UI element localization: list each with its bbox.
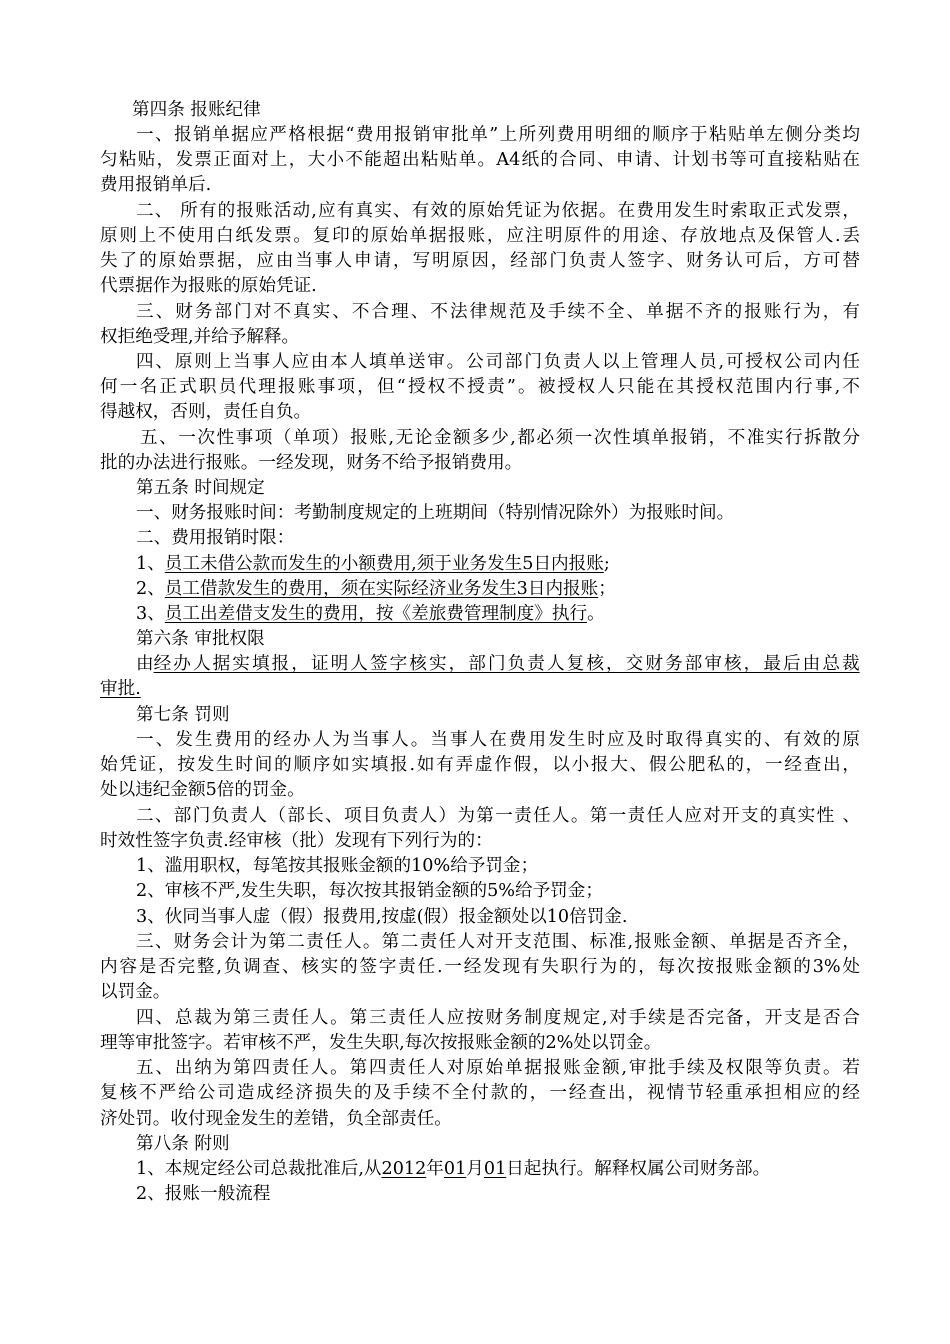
list-item-punct: ; xyxy=(603,554,610,574)
paragraph-line xyxy=(100,148,860,172)
paragraph-text: 内容是否完整,负调查、核实的签字责任.一经发现有失职行为的，每次按报账金额的3%处 xyxy=(100,957,860,977)
paragraph-line xyxy=(100,778,305,802)
paragraph-line xyxy=(100,980,170,1004)
list-item-number: 3、 xyxy=(136,604,165,624)
list-item-text: 2、审核不严,发生失职，每次按其报销金额的5%给予罚金； xyxy=(136,881,603,901)
paragraph-line xyxy=(136,728,860,752)
paragraph-line xyxy=(100,400,311,424)
paragraph-text-underlined: 审批. xyxy=(100,679,141,699)
list-item-text: 1、滥用职权，每笔按其报账金额的10%给予罚金； xyxy=(136,856,539,876)
list-item-number: 1、 xyxy=(136,554,165,574)
list-item-text: 3、伙同当事人虚（假）报费用,按虚(假）报金额处以10倍罚金. xyxy=(136,907,628,927)
paragraph-text: 由 xyxy=(136,654,154,674)
paragraph-text: 匀粘贴，发票正面对上，大小不能超出粘贴单。A4纸的合同、申请、计划书等可直接粘贴在 xyxy=(100,150,860,170)
paragraph-line xyxy=(100,274,317,298)
paragraph-text: 原则上不使用白纸发票。复印的原始单据报账，应注明原件的用途、存放地点及保管人.丢 xyxy=(100,226,860,246)
paragraph-text: 五、一次性事项（单项）报账,无论金额多少,都必须一次性填单报销，不准实行拆散分 xyxy=(140,428,860,448)
paragraph-line xyxy=(100,1081,860,1105)
section-heading xyxy=(136,627,265,651)
paragraph-text: 二、 所有的报账活动,应有真实、有效的原始凭证为依据。在费用发生时索取正式发票， xyxy=(136,201,860,221)
paragraph-line xyxy=(136,1006,860,1030)
paragraph-line xyxy=(136,501,734,525)
paragraph-text: 复核不严给公司造成经济损失的及手续不全付款的，一经查出，视情节轻重承担相应的经 xyxy=(100,1083,860,1103)
paragraph-text-underlined: 经办人据实填报，证明人签字核实，部门负责人复核，交财务部审核，最后由总裁 xyxy=(153,654,860,674)
list-item-text: 2、报账一般流程 xyxy=(136,1184,271,1204)
paragraph-text: 始凭证，按发生时间的顺序如实填报.如有弄虚作假，以小报大、假公肥私的，一经查出， xyxy=(100,755,860,775)
paragraph-line xyxy=(100,829,493,853)
paragraph-text: 一、报销单据应严格根据“费用报销审批单”上所列费用明细的顺序于粘贴单左侧分类均 xyxy=(136,125,860,145)
paragraph-line xyxy=(100,1107,452,1131)
list-item-punct: 。 xyxy=(587,604,605,624)
list-item xyxy=(136,577,616,601)
section-heading-text: 第八条 附则 xyxy=(136,1134,230,1154)
list-item xyxy=(136,905,627,929)
paragraph-line xyxy=(100,955,860,979)
paragraph-text: 批的办法进行报账。一经发现，财务不给予报销费用。 xyxy=(100,453,523,473)
list-item xyxy=(136,1182,270,1206)
list-item-text: 月 xyxy=(466,1159,484,1179)
section-heading-text: 第六条 审批权限 xyxy=(136,629,265,649)
paragraph-text: 费用报销单后. xyxy=(100,175,212,195)
section-heading-text: 第四条 报账纪律 xyxy=(132,100,261,120)
paragraph-text: 三、财务会计为第二责任人。第二责任人对开支范围、标准,报账金额、单据是否齐全， xyxy=(136,932,860,952)
paragraph-text: 何一名正式职员代理报账事项，但“授权不授责”。被授权人只能在其授权范围内行事,不 xyxy=(100,377,860,397)
paragraph-text: 时效性签字负责.经审核（批）发现有下列行为的： xyxy=(100,831,493,851)
paragraph-text: 一、财务报账时间：考勤制度规定的上班期间（特别情况除外）为报账时间。 xyxy=(136,503,735,523)
paragraph-text: 四、原则上当事人应由本人填单送审。公司部门负责人以上管理人员,可授权公司内任 xyxy=(136,352,860,372)
paragraph-text: 二、部门负责人（部长、项目负责人）为第一责任人。第一责任人应对开支的真实性 、 xyxy=(136,806,860,826)
list-item-text: 1、本规定经公司总裁批准后,从 xyxy=(136,1159,382,1179)
list-item-text: 员工出差借支发生的费用，按《差旅费管理制度》执行 xyxy=(164,604,588,624)
list-item-text: 员工未借公款而发生的小额费用,须于业务发生5日内报账 xyxy=(164,554,604,574)
paragraph-line xyxy=(136,123,860,147)
paragraph-text: 一、发生费用的经办人为当事人。当事人在费用发生时应及时取得真实的、有效的原 xyxy=(136,730,860,750)
paragraph-text: 济处罚。收付现金发生的差错，负全部责任。 xyxy=(100,1109,452,1129)
section-heading xyxy=(136,703,230,727)
paragraph-text: 以罚金。 xyxy=(100,982,171,1002)
section-heading-text: 第七条 罚则 xyxy=(136,705,230,725)
paragraph-text: 二、费用报销时限： xyxy=(136,528,295,548)
paragraph-text: 权拒绝受理,并给予解释。 xyxy=(100,327,300,347)
list-item xyxy=(136,1157,770,1181)
paragraph-line xyxy=(140,426,860,450)
section-heading xyxy=(136,1132,230,1156)
list-item-number: 2、 xyxy=(136,579,165,599)
paragraph-line xyxy=(136,1056,860,1080)
paragraph-text: 处以违纪金额5倍的罚金。 xyxy=(100,780,305,800)
paragraph-line xyxy=(136,526,294,550)
list-item xyxy=(136,879,603,903)
section-heading xyxy=(136,476,265,500)
list-item xyxy=(136,552,610,576)
paragraph-line xyxy=(136,930,860,954)
paragraph-line xyxy=(100,1031,661,1055)
paragraph-line xyxy=(100,753,860,777)
paragraph-line xyxy=(136,804,860,828)
paragraph-text: 四、总裁为第三责任人。第三责任人应按财务制度规定,对手续是否完备，开支是否合 xyxy=(136,1008,860,1028)
paragraph-text: 理等审批签字。若审核不严，发生失职,每次按报账金额的2%处以罚金。 xyxy=(100,1033,662,1053)
paragraph-line xyxy=(136,300,860,324)
list-item-text: 员工借款发生的费用，须在实际经济业务发生3日内报账 xyxy=(164,579,599,599)
paragraph-line xyxy=(136,652,860,676)
paragraph-text: 代票据作为报账的原始凭证. xyxy=(100,276,317,296)
paragraph-line xyxy=(100,451,522,475)
effective-year: 2012 xyxy=(381,1159,427,1179)
paragraph-line xyxy=(100,375,860,399)
section-heading xyxy=(132,98,261,122)
list-item xyxy=(136,854,538,878)
paragraph-line xyxy=(100,224,860,248)
paragraph-text: 五、出纳为第四责任人。第四责任人对原始单据报账金额,审批手续及权限等负责。若 xyxy=(136,1058,860,1078)
list-item-punct: ； xyxy=(598,579,616,599)
paragraph-line xyxy=(100,173,211,197)
paragraph-text: 得越权，否则，责任自负。 xyxy=(100,402,312,422)
paragraph-text: 三、财务部门对不真实、不合理、不法律规范及手续不全、单据不齐的报账行为，有 xyxy=(136,302,860,322)
list-item-text: 日起执行。解释权属公司财务部。 xyxy=(506,1159,771,1179)
list-item-text: 年 xyxy=(426,1159,444,1179)
paragraph-line xyxy=(100,677,141,701)
list-item xyxy=(136,602,605,626)
paragraph-line xyxy=(100,249,860,273)
effective-day: 01 xyxy=(483,1159,507,1179)
paragraph-text: 失了的原始票据，应由当事人申请，写明原因，经部门负责人签字、财务认可后，方可替 xyxy=(100,251,860,271)
paragraph-line xyxy=(100,325,299,349)
effective-month: 01 xyxy=(443,1159,467,1179)
section-heading-text: 第五条 时间规定 xyxy=(136,478,265,498)
paragraph-line xyxy=(136,350,860,374)
paragraph-line xyxy=(136,199,860,223)
